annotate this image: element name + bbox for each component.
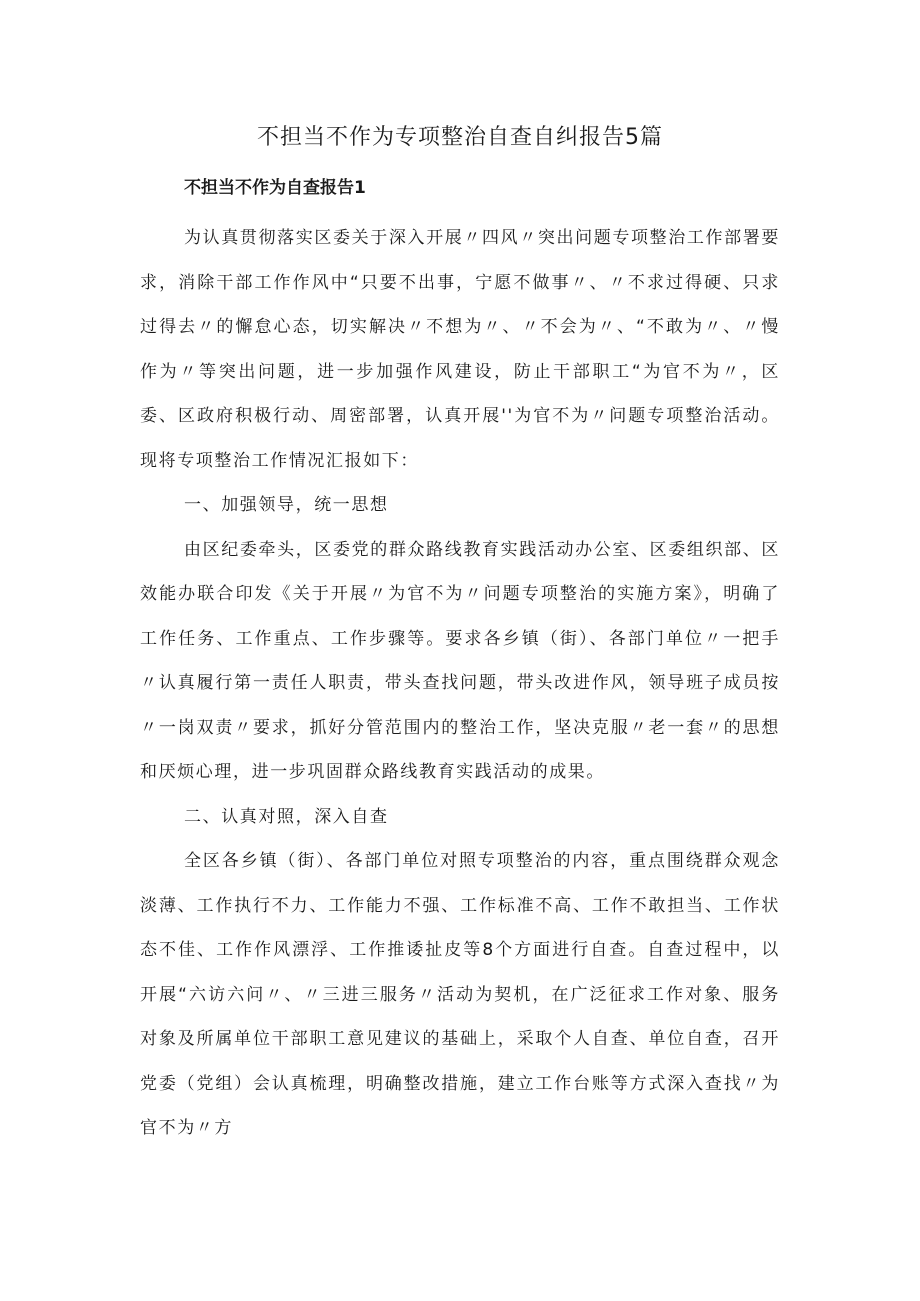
document-title: 不担当不作为专项整治自查自纠报告5篇: [257, 125, 663, 150]
section-paragraph-2: 全区各乡镇（街）、各部门单位对照专项整治的内容，重点围绕群众观念淡薄、工作执行不力、工作能力不强、工作标准不高、工作不敢担当、工作状态不佳、工作作风漂浮、工作推诿扯皮等8个方面进行自查。自查过程中，以开展“六访六问〃、〃三进三服务〃活动为契机，在广泛征求工作对象、服务对象及所属单位干部职工意见建议的基础上，采取个人自查、单位自查，召开党委（党组）会认真梳理，明确整改措施，建立工作台账等方式深入查找〃为官不为〃方: [140, 851, 780, 1138]
document-body: [140, 168, 780, 1151]
report-subtitle: 不担当不作为自查报告1: [184, 178, 366, 198]
section-paragraph-1: 由区纪委牵头，区委党的群众路线教育实践活动办公室、区委组织部、区效能办联合印发《关于开展〃为官不为〃问题专项整治的实施方案》，明确了工作任务、工作重点、工作步骤等。要求各乡镇（街）、各部门单位〃一把手〃认真履行第一责任人职责，带头查找问题，带头改进作风，领导班子成员按〃一岗双责〃要求，抓好分管范围内的整治工作，坚决克服〃老一套〃的思想和厌烦心理，进一步巩固群众路线教育实践活动的成果。: [140, 539, 780, 782]
section-heading-2: 二、认真对照，深入自查: [184, 806, 389, 827]
section-heading-1: 一、加强领导，统一思想: [184, 495, 389, 515]
intro-paragraph: 为认真贯彻落实区委关于深入开展〃四风〃突出问题专项整治工作部署要求，消除干部工作作风中“只要不出事，宁愿不做事〃、〃不求过得硬、只求过得去〃的懈怠心态，切实解决〃不想为〃、〃不会为〃、“不敢为〃、〃慢作为〃等突出问题，进一步加强作风建设，防止干部职工“为官不为〃，区委、区政府积极行动、周密部署，认真开展''为官不为〃问题专项整治活动。现将专项整治工作情况汇报如下：: [140, 228, 780, 471]
